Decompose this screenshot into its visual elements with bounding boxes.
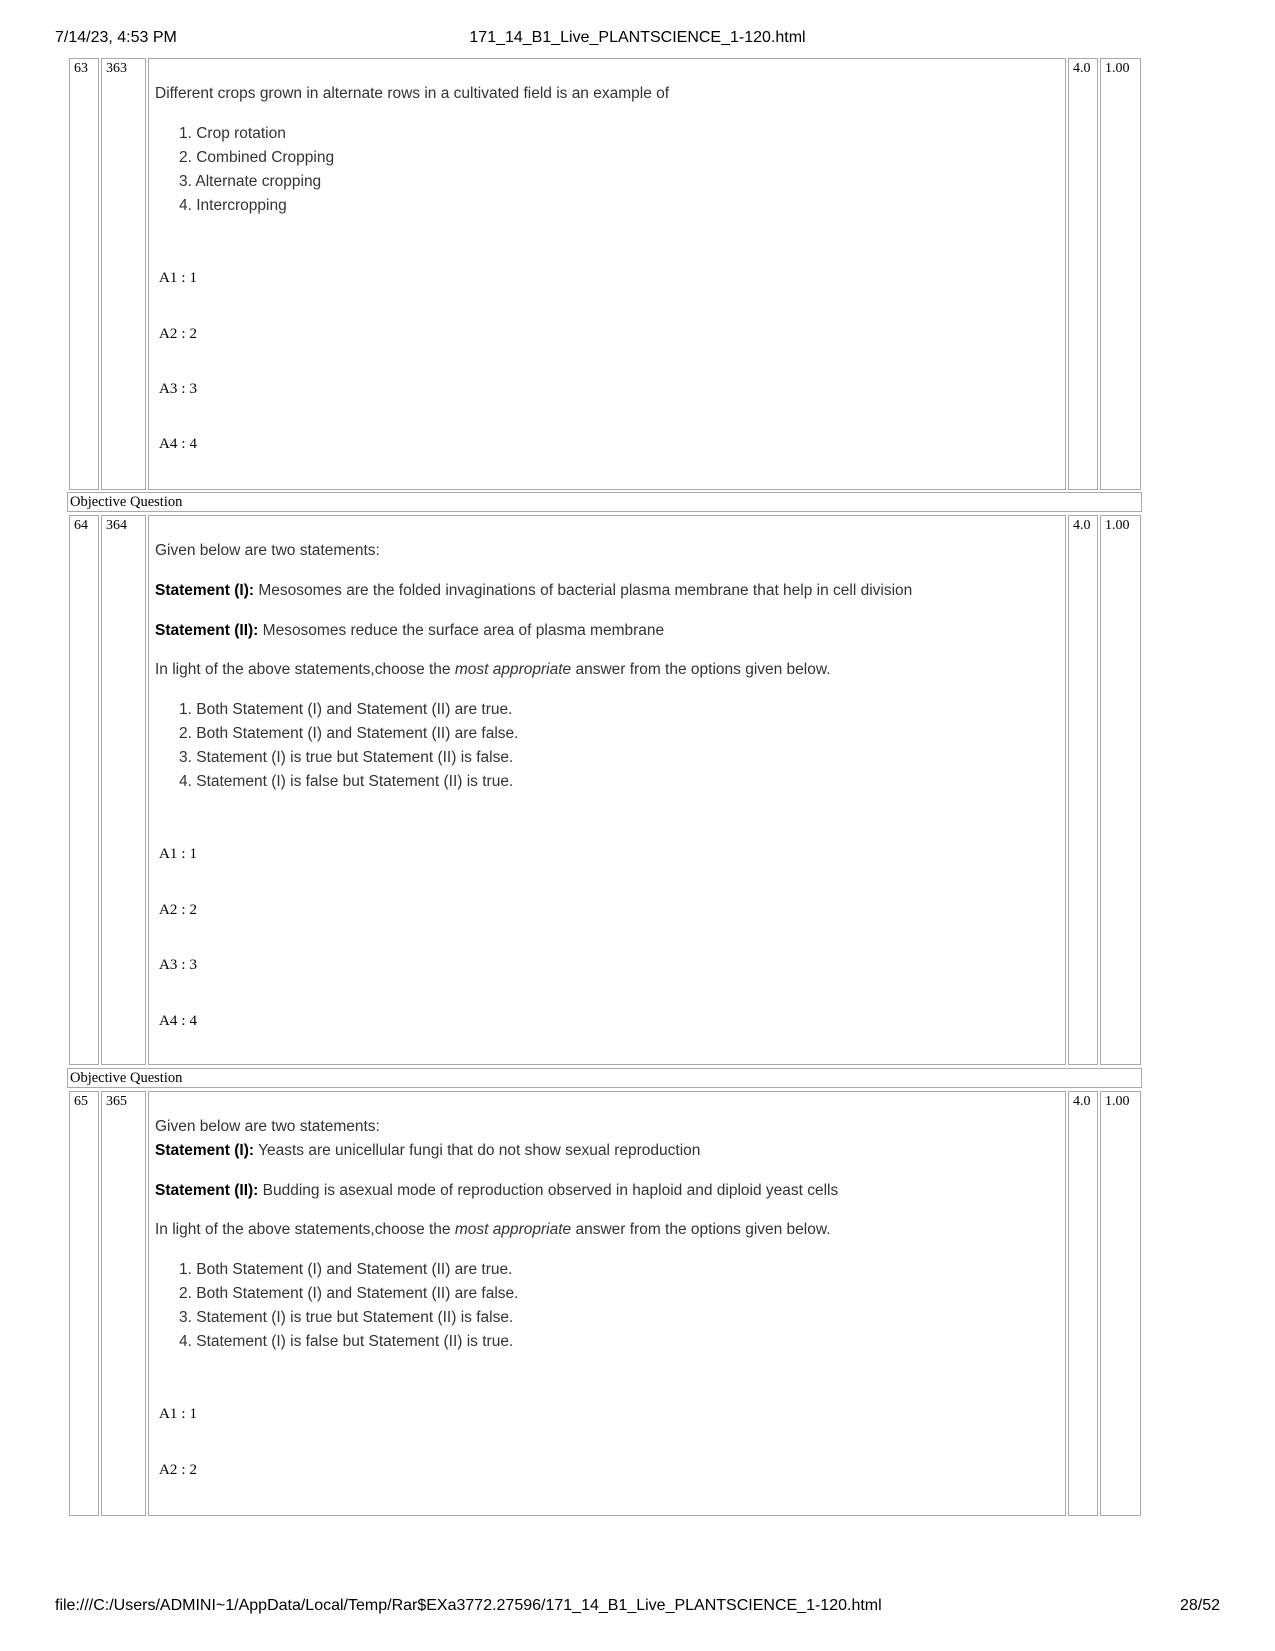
serial-number: 63 (69, 58, 99, 490)
question-id: 363 (101, 58, 146, 490)
answer-option: A1 : 1 (159, 846, 198, 862)
question-cell (148, 515, 1066, 1065)
statement-2 (155, 1182, 838, 1200)
negative-marks-value: 1.00 (1100, 1091, 1141, 1516)
marks-value: 4.0 (1068, 1091, 1098, 1516)
question-prompt: In light of the above statements,choose the most appropriate answer from the options given below. (155, 1221, 831, 1238)
answer-option: A4 : 4 (159, 1013, 198, 1029)
page-number: 28/52 (1179, 1597, 1220, 1614)
option-item: 1. Both Statement (I) and Statement (II) are true. (179, 701, 513, 718)
statement-2-text: Budding is asexual mode of reproduction observed in haploid and diploid yeast cells (262, 1182, 839, 1199)
section-label: Objective Question (67, 1068, 1142, 1088)
print-datetime: 7/14/23, 4:53 PM (55, 29, 177, 46)
option-item: 2. Combined Cropping (179, 149, 335, 166)
statement-1-text: Yeasts are unicellular fungi that do not show sexual reproduction (258, 1142, 701, 1159)
answer-option: A2 : 2 (159, 326, 198, 342)
option-item: 2. Both Statement (I) and Statement (II) are false. (179, 1285, 519, 1302)
option-item: 1. Both Statement (I) and Statement (II) are true. (179, 1261, 513, 1278)
answer-option: A3 : 3 (159, 957, 198, 973)
section-label: Objective Question (67, 492, 1142, 512)
statement-1-label: Statement (I): (155, 582, 255, 599)
option-item: 3. Alternate cropping (179, 173, 322, 190)
option-item: 2. Both Statement (I) and Statement (II) are false. (179, 725, 519, 742)
answer-option: A1 : 1 (159, 1406, 198, 1422)
negative-marks-value: 1.00 (1100, 515, 1141, 1065)
statement-1 (155, 582, 912, 600)
marks-value: 4.0 (1068, 58, 1098, 490)
answer-option: A4 : 4 (159, 436, 198, 452)
question-id: 364 (101, 515, 146, 1065)
statement-2 (155, 622, 664, 640)
option-item: 1. Crop rotation (179, 125, 286, 142)
option-item: 4. Intercropping (179, 197, 287, 214)
statement-1-label: Statement (I): (155, 1142, 255, 1159)
option-item: 3. Statement (I) is true but Statement (II) is false. (179, 749, 514, 766)
document-title: 171_14_B1_Live_PLANTSCIENCE_1-120.html (469, 29, 806, 46)
question-id: 365 (101, 1091, 146, 1516)
question-intro: Given below are two statements: (155, 542, 380, 559)
question-text: Different crops grown in alternate rows in a cultivated field is an example of (155, 85, 670, 102)
option-item: 4. Statement (I) is false but Statement (II) is true. (179, 773, 514, 790)
statement-2-label: Statement (II): (155, 622, 259, 639)
statement-2-label: Statement (II): (155, 1182, 259, 1199)
serial-number: 64 (69, 515, 99, 1065)
serial-number: 65 (69, 1091, 99, 1516)
option-item: 4. Statement (I) is false but Statement (II) is true. (179, 1333, 514, 1350)
question-cell (148, 1091, 1066, 1516)
negative-marks-value: 1.00 (1100, 58, 1141, 490)
option-item: 3. Statement (I) is true but Statement (II) is false. (179, 1309, 514, 1326)
answer-option: A1 : 1 (159, 270, 198, 286)
question-cell (148, 58, 1066, 490)
statement-1-text: Mesosomes are the folded invaginations of bacterial plasma membrane that help in cell division (258, 582, 913, 599)
answer-option: A2 : 2 (159, 902, 198, 918)
marks-value: 4.0 (1068, 515, 1098, 1065)
question-intro: Given below are two statements: (155, 1118, 380, 1135)
statement-2-text: Mesosomes reduce the surface area of plasma membrane (262, 622, 665, 639)
file-path: file:///C:/Users/ADMINI~1/AppData/Local/Temp/Rar$EXa3772.27596/171_14_B1_Live_PLANTSCIENCE_1-120.html (55, 1597, 882, 1614)
answer-option: A3 : 3 (159, 381, 198, 397)
statement-1 (155, 1142, 700, 1160)
question-prompt: In light of the above statements,choose the most appropriate answer from the options given below. (155, 661, 831, 678)
answer-option: A2 : 2 (159, 1462, 198, 1478)
